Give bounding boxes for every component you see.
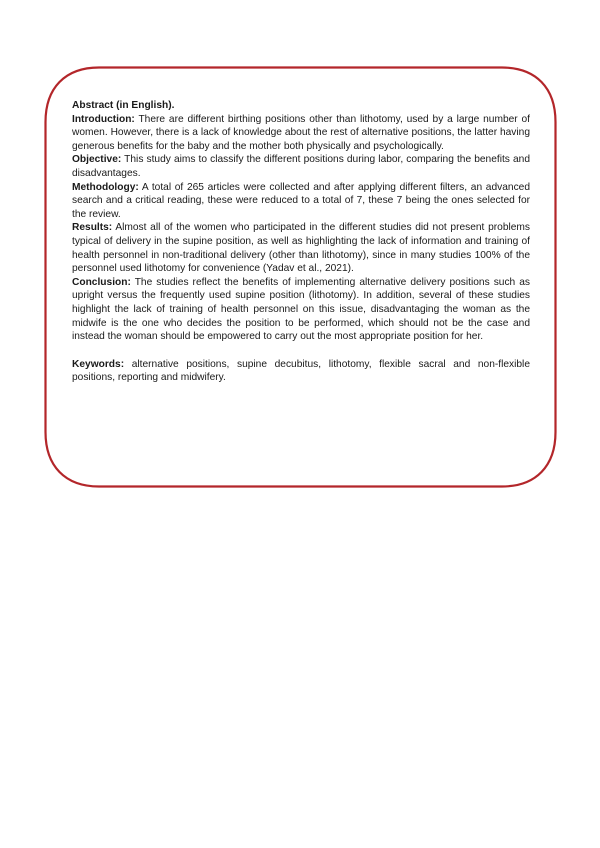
abstract-section bbox=[72, 99, 530, 385]
keywords-text: alternative positions, supine decubitus, lithotomy, flexible sacral and non-flexible positions, reporting and midwifery. bbox=[72, 358, 530, 384]
introduction-paragraph bbox=[72, 113, 530, 154]
results-label: Results: bbox=[72, 222, 113, 234]
keywords-label: Keywords: bbox=[72, 358, 125, 370]
conclusion-text: The studies reflect the benefits of implementing alternative delivery positions such as upright versus the frequently used supine position (lithotomy). In addition, several of these studies highlight the lack of training of health personnel on this issue, disadvantaging the woman as the midwife is the one who decides the position to be performed, which should not be the case and instead the woman should be empowered to carry out the most appropriate position for her. bbox=[72, 276, 530, 343]
objective-label: Objective: bbox=[72, 154, 122, 166]
abstract-title: Abstract (in English). bbox=[72, 100, 175, 111]
conclusion-label: Conclusion: bbox=[72, 276, 131, 288]
conclusion-paragraph bbox=[72, 276, 530, 344]
results-paragraph bbox=[72, 221, 530, 275]
introduction-label: Introduction: bbox=[72, 113, 135, 125]
methodology-paragraph bbox=[72, 181, 530, 222]
paragraph-spacer bbox=[72, 344, 530, 358]
introduction-text: There are different birthing positions other than lithotomy, used by a large number of women. However, there is a lack of knowledge about the rest of alternative positions, the latter having generous benefits for the baby and the mother both physically and psychologically. bbox=[72, 113, 530, 152]
objective-paragraph bbox=[72, 153, 530, 180]
objective-text: This study aims to classify the different positions during labor, comparing the benefits and disadvantages. bbox=[72, 154, 530, 179]
keywords-paragraph bbox=[72, 358, 530, 385]
methodology-text: A total of 265 articles were collected and after applying different filters, an advanced search and a critical reading, these were reduced to a total of 7, these 7 being the ones selected for the review. bbox=[72, 181, 530, 220]
methodology-label: Methodology: bbox=[72, 181, 139, 193]
results-text: Almost all of the women who participated in the different studies did not present problems typical of delivery in the supine position, as well as highlighting the lack of information and training of health personnel in non-traditional delivery (other than lithotomy), since in many studies 100% of the personnel used lithotomy for convenience (Yadav et al., 2021). bbox=[72, 222, 530, 275]
